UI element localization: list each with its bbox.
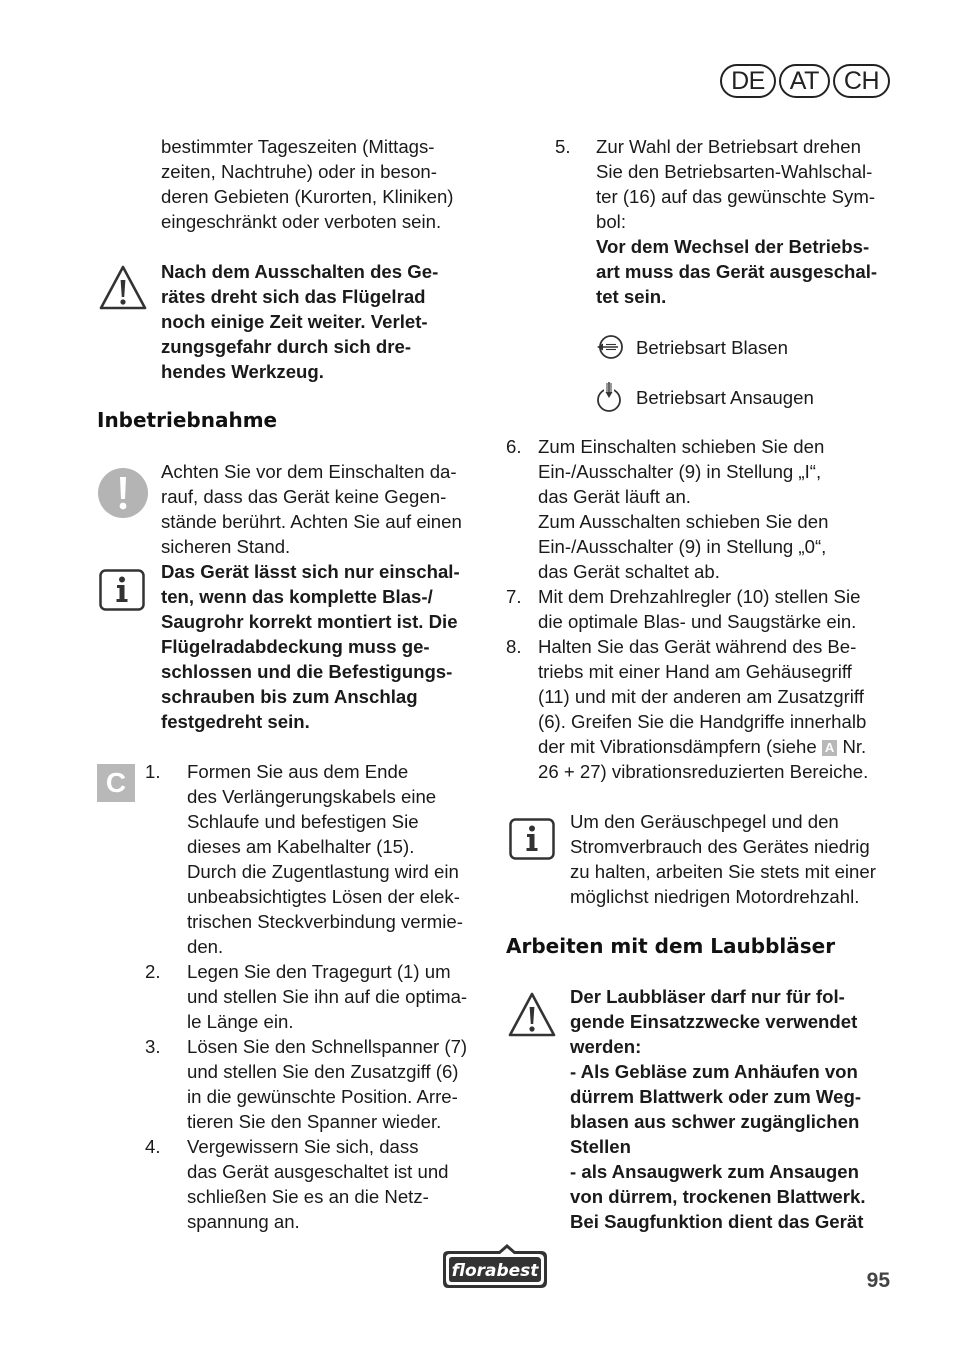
- list-item: 2. Legen Sie den Tragegurt (1) um und stellen Sie ihn auf die optima- le Länge ein.: [145, 961, 468, 1032]
- info-icon: [509, 818, 555, 860]
- step-7: 7. Mit dem Drehzahlregler (10) stellen Sie die optimale Blas- und Saugstärke ein.: [506, 586, 861, 632]
- blow-mode-icon: [594, 334, 632, 360]
- figure-ref-a: A: [822, 740, 837, 756]
- lang-badge-de: DE: [720, 64, 776, 98]
- warning-triangle-icon: [507, 991, 557, 1039]
- step-number: 5.: [555, 136, 571, 157]
- section-heading-arbeiten: Arbeiten mit dem Laubbläser: [506, 934, 836, 958]
- step-number: 7.: [506, 586, 522, 607]
- florabest-logo: [437, 1244, 551, 1290]
- warning-note-impeller: Nach dem Ausschalten des Ge- rätes dreht sich das Flügelrad noch einige Zeit weiter. Verlet- zungsgefahr durch sich dre- hendes Werkzeug.: [161, 261, 439, 382]
- lang-badge-ch: CH: [833, 64, 890, 98]
- mode-blow-label: Betriebsart Blasen: [636, 336, 788, 358]
- info-note-noise: Um den Geräuschpegel und den Stromverbrauch des Gerätes niedrig zu halten, arbeiten Sie stets mit einer möglichst niedrigen Motordrehzahl.: [570, 811, 876, 907]
- intro-paragraph: bestimmter Tageszeiten (Mittags- zeiten, Nachtruhe) oder in beson- deren Gebieten (Kurorten, Kliniken) eingeschränkt oder verboten sein.: [161, 136, 454, 232]
- warning-triangle-icon: [98, 264, 148, 312]
- list-item: 3. Lösen Sie den Schnellspanner (7) und stellen Sie den Zusatzgiff (6) in die gewünschte Position. Arre- tieren Sie den Spanner wieder.: [145, 1036, 468, 1132]
- section-heading-inbetriebnahme: Inbetriebnahme: [97, 408, 278, 432]
- suction-mode-icon: [594, 382, 632, 412]
- figure-label-c: C: [97, 764, 135, 802]
- language-badges: [720, 64, 890, 98]
- step-number: 6.: [506, 436, 522, 457]
- caution-note: Achten Sie vor dem Einschalten da- rauf, dass das Gerät keine Gegen- stände berührt. Achten Sie auf einen sicheren Stand.: [161, 461, 462, 557]
- lang-badge-at: AT: [779, 64, 830, 98]
- step-5: 5. Zur Wahl der Betriebsart drehen Sie den Betriebsarten-Wahlschal- ter (16) auf das gewünschte Sym- bol: Vor dem Wechsel der Betriebs- art muss das Gerät ausgeschal- tet sein.: [555, 136, 878, 307]
- brand-name: florabest: [451, 1261, 539, 1281]
- list-item: 1. Formen Sie aus dem Ende des Verlängerungskabels eine Schlaufe und befestigen Sie dieses am Kabelhalter (15). Durch die Zugentlastung wird ein unbeabsichtigtes Lösen der elek- trischen Steckverbindung vermie- den.: [145, 761, 463, 957]
- warning-note-usage: Der Laubbläser darf nur für fol- gende Einsatzzwecke verwendet werden: - Als Gebläse zum Anhäufen von dürrem Blattwerk oder zum Weg- blasen aus schwer zugänglichen Stellen - als Ansaugwerk zum Ansaugen von dürrem, trockenen Blattwerk. Bei Saugfunktion dient das Gerät: [570, 986, 866, 1232]
- step-8: 8. Halten Sie das Gerät während des Be- triebs mit einer Hand am Gehäusegriff (11) und mit der anderen am Zusatzgriff (6). Greifen Sie die Handgriffe innerhalb der mit Vibrationsdämpfern (siehe A Nr. 26 + 27) vibrationsreduzierten Bereiche.: [506, 636, 869, 782]
- info-icon: [99, 569, 145, 611]
- step-number: 8.: [506, 636, 522, 657]
- mode-suction: [594, 382, 814, 412]
- step-6: 6. Zum Einschalten schieben Sie den Ein-/Ausschalter (9) in Stellung „I“, das Gerät läuft an. Zum Ausschalten schieben Sie den Ein-/Ausschalter (9) in Stellung „0“, das Gerät schaltet ab.: [506, 436, 829, 582]
- mode-blow: [594, 334, 788, 360]
- setup-steps-list: [145, 759, 490, 1234]
- caution-circle-icon: [97, 467, 149, 519]
- page-number: 95: [866, 1269, 890, 1292]
- mode-suction-label: Betriebsart Ansaugen: [636, 386, 814, 408]
- info-note-assembly: Das Gerät lässt sich nur einschal- ten, wenn das komplette Blas-/ Saugrohr korrekt montiert ist. Die Flügelradabdeckung muss ge- schlossen und die Befestigungs- schrauben bis zum Anschlag festgedreht sein.: [161, 561, 460, 732]
- list-item: 4. Vergewissern Sie sich, dass das Gerät ausgeschaltet ist und schließen Sie es an die Netz- spannung an.: [145, 1136, 449, 1232]
